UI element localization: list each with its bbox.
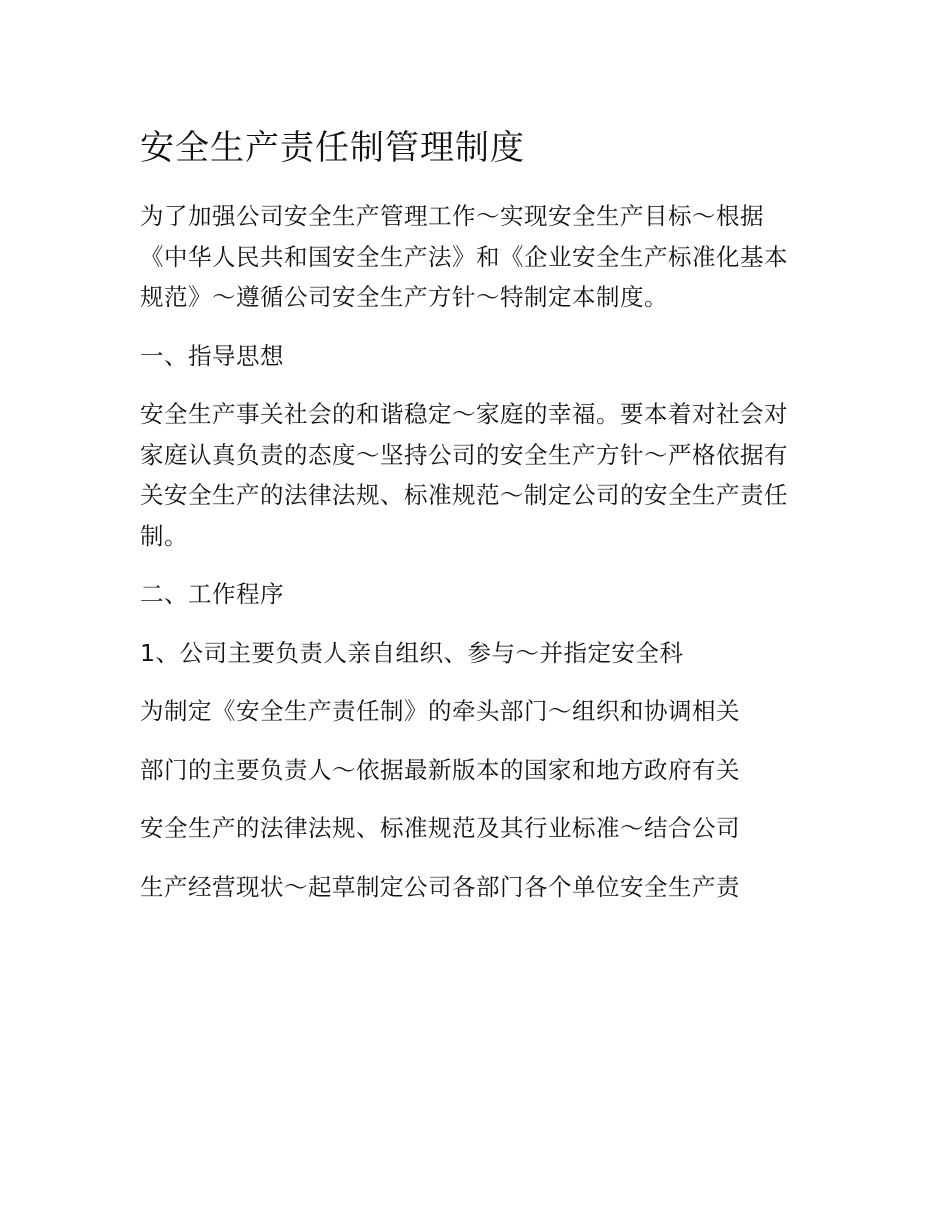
procedure-item-1: 1、公司主要负责人亲自组织、参与～并指定安全科 — [140, 638, 684, 667]
intro-paragraph: 为了加强公司安全生产管理工作～实现安全生产目标～根据《中华人民共和国安全生产法》和《企业安全生产标准化基本规范》～遵循公司安全生产方针～特制定本制度。 — [140, 202, 788, 311]
section-heading-guiding-ideology: 一、指导思想 — [140, 341, 284, 370]
document-page — [140, 118, 800, 925]
procedure-line: 部门的主要负责人～依据最新版本的国家和地方政府有关 — [140, 755, 740, 784]
procedure-line: 生产经营现状～起草制定公司各部门各个单位安全生产责 — [140, 872, 740, 901]
document-title: 安全生产责任制管理制度 — [140, 128, 525, 168]
procedure-line: 安全生产的法律法规、标准规范及其行业标准～结合公司 — [140, 814, 740, 842]
procedure-line: 为制定《安全生产责任制》的牵头部门～组织和协调相关 — [140, 697, 740, 725]
guiding-ideology-paragraph: 安全生产事关社会的和谐稳定～家庭的幸福。要本着对社会对家庭认真负责的态度～坚持公司的安全生产方针～严格依据有关安全生产的法律法规、标准规范～制定公司的安全生产责任制。 — [140, 400, 788, 550]
section-heading-work-procedure: 二、工作程序 — [140, 580, 284, 608]
